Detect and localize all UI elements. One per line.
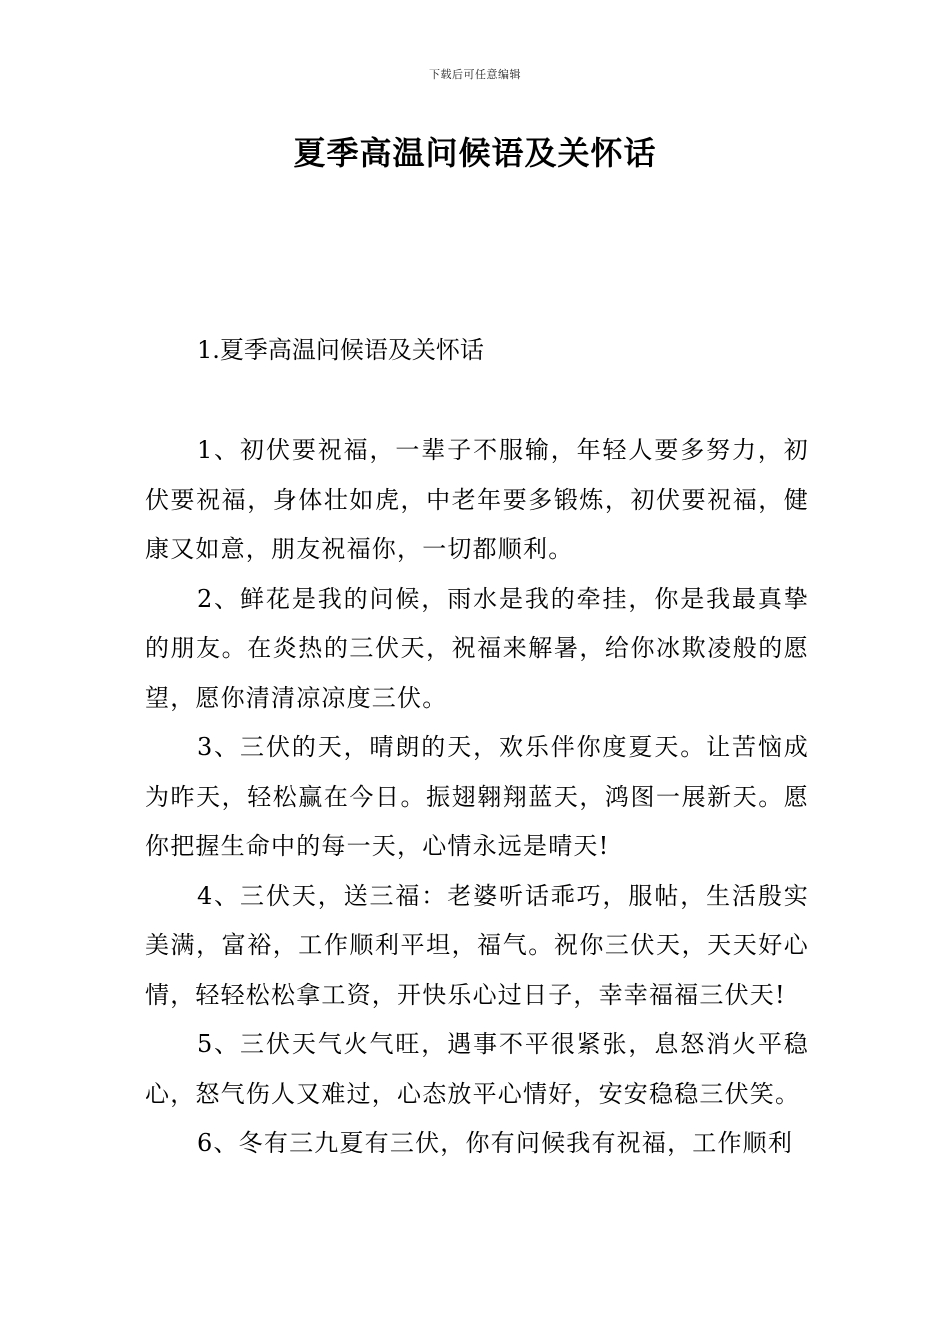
paragraph: 3、三伏的天，晴朗的天，欢乐伴你度夏天。让苦恼成为昨天，轻松赢在今日。振翅翱翔蓝天，鸿图一展新天。愿你把握生命中的每一天，心情永远是晴天! [145,733,809,860]
section-heading: 1.夏季高温问候语及关怀话 [197,336,484,364]
body-text [145,426,809,1169]
paragraph: 1、初伏要祝福，一辈子不服输，年轻人要多努力，初伏要祝福，身体壮如虎，中老年要多锻炼，初伏要祝福，健康又如意，朋友祝福你，一切都顺利。 [145,436,809,563]
paragraph: 5、三伏天气火气旺，遇事不平很紧张，息怒消火平稳心，怒气伤人又难过，心态放平心情好，安安稳稳三伏笑。 [145,1030,809,1108]
paragraph: 4、三伏天，送三福：老婆听话乖巧，服帖，生活殷实美满，富裕，工作顺利平坦，福气。祝你三伏天，天天好心情，轻轻松松拿工资，开快乐心过日子，幸幸福福三伏天! [145,881,809,1009]
header-note: 下载后可任意编辑 [429,68,521,81]
paragraph: 2、鲜花是我的问候，雨水是我的牵挂，你是我最真挚的朋友。在炎热的三伏天，祝福来解暑，给你冰欺凌般的愿望，愿你清清凉凉度三伏。 [145,584,809,712]
document-title: 夏季高温问候语及关怀话 [293,134,657,172]
paragraph: 6、冬有三九夏有三伏，你有问候我有祝福，工作顺利 [197,1129,794,1157]
